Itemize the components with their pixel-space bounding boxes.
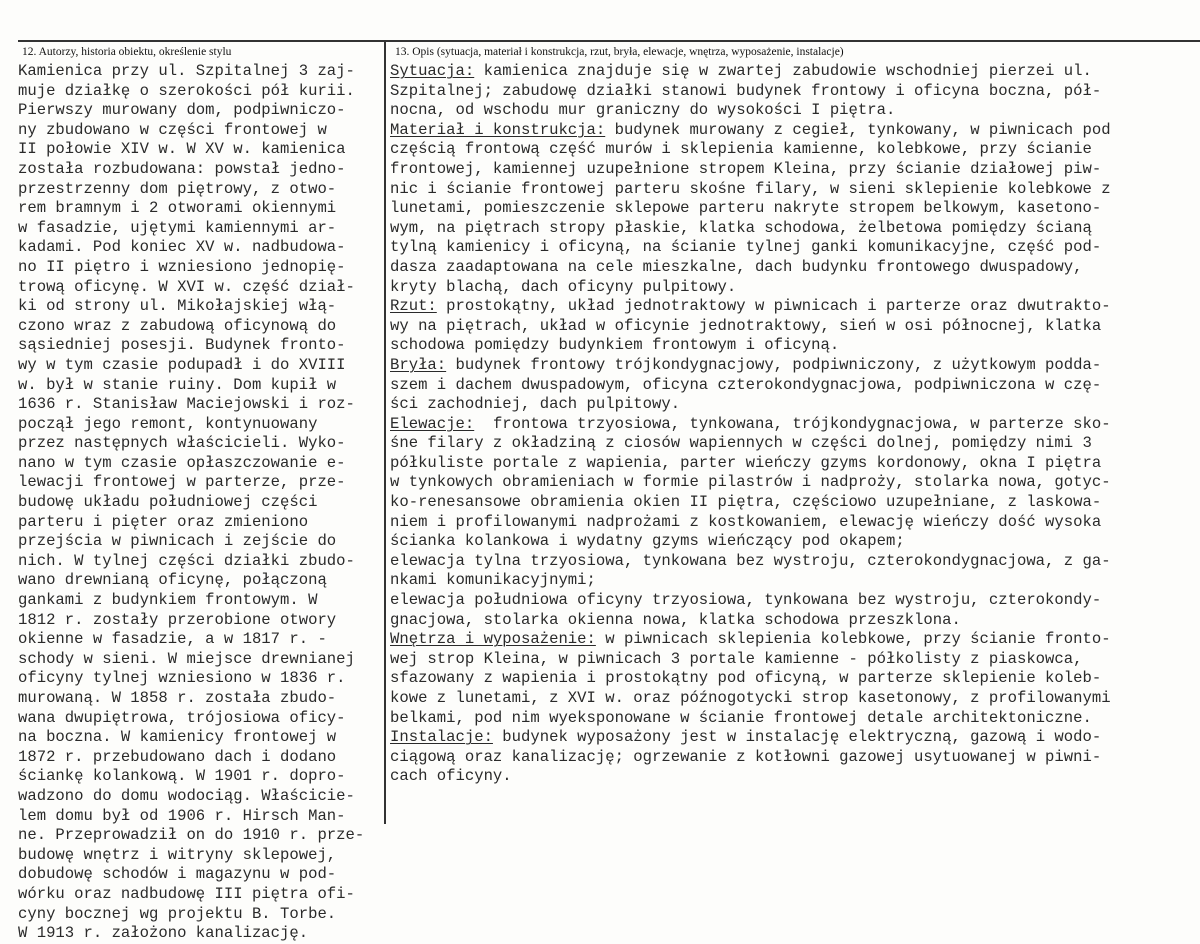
section-text: budynek wyposażony jest w instalację elektryczną, gazową i wodo- <box>492 728 1102 747</box>
text-line <box>390 532 1192 552</box>
text-line <box>390 434 1192 454</box>
text-line: wadzono do domu wodociąg. Właściciе- <box>18 786 355 805</box>
text-line <box>390 630 1192 650</box>
section-text: dasza zaadaptowana na cele mieszkalne, dach budynku frontowego dwuspadowy, <box>390 257 1083 276</box>
text-line <box>390 591 1192 611</box>
section-text: półkuliste portale z wapienia, parter wieńczy gzyms kordonowy, okna I piętra <box>390 453 1102 472</box>
text-line <box>390 62 1192 82</box>
section-text: ści zachodniej, dach pulpitowy. <box>390 395 681 414</box>
text-line: przez następnych właścicieli. Wyko- <box>18 434 346 453</box>
text-line <box>390 238 1192 258</box>
section-text: nocna, od wschodu mur graniczny do wysokości I piętra. <box>390 101 896 120</box>
section-heading: Sytuacja: <box>390 62 475 80</box>
text-line <box>390 767 1192 787</box>
text-line <box>390 415 1192 435</box>
section-text: sfazowany z wapienia i prostokątny pod oficyną, w parterze sklepienie koleb- <box>390 669 1102 688</box>
text-line <box>390 748 1192 768</box>
text-line: wy w tym czasie podupadł i do XVIII <box>18 355 346 374</box>
text-line: ny zbudowano w części frontowej w <box>18 120 327 139</box>
text-line <box>390 101 1192 121</box>
text-line <box>390 650 1192 670</box>
text-line: nich. W tylnej części działki zbudo- <box>18 551 355 570</box>
text-line <box>390 356 1192 376</box>
section-heading: Instalacje: <box>390 728 493 747</box>
text-line: w fasadzie, ujętymi kamiennymi ar- <box>18 218 337 237</box>
text-line <box>390 395 1192 415</box>
text-line: sąsiedniej posesji. Budynek fronto- <box>18 336 346 355</box>
section-text: ciągową oraz kanalizację; ogrzewanie z kotłowni gazowej usytuowanej w piwni- <box>390 747 1102 766</box>
text-line: nano w tym czasie opłaszczowanie e- <box>18 453 346 472</box>
text-line: lewacji frontowej w parterze, prze- <box>18 473 346 492</box>
text-line: wórku oraz nadbudowę III piętra ofi- <box>18 884 355 903</box>
text-line: trową oficynę. W XVI w. część dział- <box>18 277 355 296</box>
section-heading: Elewacje: <box>390 414 475 433</box>
text-line: cyny bocznej wg projektu B. Torbe. <box>18 904 337 923</box>
text-line: czono wraz z zabudową oficynową do <box>18 316 337 335</box>
text-line <box>390 336 1192 356</box>
text-line <box>390 552 1192 572</box>
section-heading: Bryła: <box>390 355 447 374</box>
text-line <box>390 669 1192 689</box>
text-line <box>390 180 1192 200</box>
text-line: Pierwszy murowany dom, podpiwniczo- <box>18 101 346 120</box>
section-text: Szpitalnej; zabudowę działki stanowi budynek frontowy i oficyna boczna, pół- <box>390 81 1102 100</box>
text-line <box>390 317 1192 337</box>
text-line <box>390 611 1192 631</box>
section-text: budynek frontowy trójkondygnacjowy, podpiwniczony, z użytkowym podda- <box>446 355 1102 374</box>
text-line: przestrzenny dom piętrowy, z otwo- <box>18 179 337 198</box>
text-line: parteru i pięter oraz zmieniono <box>18 512 309 531</box>
text-line <box>390 140 1192 160</box>
text-line <box>390 454 1192 474</box>
section-heading: Materiał i konstrukcja: <box>390 120 606 139</box>
section-text: nic i ścianie frontowej parteru skośne filary, w sieni sklepienie kolebkowe z <box>390 179 1111 198</box>
text-line: II połowie XIV w. W XV w. kamienica <box>18 140 346 159</box>
section-text: kryty blachą, dach oficyny pulpitowy. <box>390 277 737 296</box>
text-line <box>390 689 1192 709</box>
section-text: śne filary z okładziną z ciosów wapiennych w części dolnej, pomiędzy nimi 3 <box>390 434 1092 453</box>
section-text: elewacja południowa oficyny trzyosiowa, tynkowana bez wystroju, czterokondy- <box>390 591 1102 610</box>
text-line <box>390 728 1192 748</box>
text-line: wana dwupiętrowa, trójosiowa oficy- <box>18 708 346 727</box>
text-line <box>390 709 1192 729</box>
text-line <box>390 297 1192 317</box>
text-line: została rozbudowana: powstał jedno- <box>18 159 346 178</box>
text-line: okienne w fasadzie, a w 1817 r. - <box>18 630 327 649</box>
section-text: belkami, pod nim wyeksponowane w ścianie frontowej detale architektoniczne. <box>390 708 1092 727</box>
text-line: 1872 r. przebudowano dach i dodano <box>18 747 337 766</box>
section-text: elewacja tylna trzyosiowa, tynkowana bez wystroju, czterokondygnacjowa, z ga- <box>390 551 1111 570</box>
text-line: ne. Przeprowadził on do 1910 r. prze- <box>18 826 365 845</box>
text-line: ściankę kolankową. W 1901 r. dopro- <box>18 767 346 786</box>
text-line: dobudowę schodów i magazynu w pod- <box>18 865 337 884</box>
section-text: cach oficyny. <box>390 767 512 786</box>
text-line <box>390 160 1192 180</box>
text-line: W 1913 r. założono kanalizację. <box>18 924 309 943</box>
section-text: częścią frontową część murów i sklepienia kamienne, kolebkowe, przy ścianie <box>390 140 1092 159</box>
text-line <box>390 513 1192 533</box>
text-line: budowę układu południowej części <box>18 493 318 512</box>
text-line: rem bramnym i 2 otworami okiennymi <box>18 199 337 218</box>
text-line: na boczna. W kamienicy frontowej w <box>18 728 337 747</box>
section-text: lunetami, pomieszczenie sklepowe parteru nakryte stropem belkowym, kasetono- <box>390 199 1102 218</box>
section-text: prostokątny, układ jednotraktowy w piwnicach i parterze oraz dwutrakto- <box>436 297 1111 316</box>
text-line: budowę wnętrz i witryny sklepowej, <box>18 845 337 864</box>
text-line: począł jego remont, kontynuowany <box>18 414 318 433</box>
section-text: w piwnicach sklepienia kolebkowe, przy ścianie fronto- <box>595 630 1111 649</box>
section-text: w tynkowych obramieniach w formie pilastrów i nadproży, stolarka nowa, gotyc- <box>390 473 1111 492</box>
text-line: w. był w stanie ruiny. Dom kupił w <box>18 375 337 394</box>
section-text: ścianka kolankowa i wydatny gzyms wieńczący pod okapem; <box>390 532 905 551</box>
text-line: Kamienica przy ul. Szpitalnej 3 zaj- <box>18 62 355 80</box>
text-line: ki od strony ul. Mikołajskiej włą- <box>18 297 337 316</box>
section-text: ko-renesansowe obramienia okien II piętra, częściowo uzupełniane, z laskowa- <box>390 493 1102 512</box>
section-text: szem i dachem dwuspadowym, oficyna czterokondygnacjowa, podpiwniczona w czę- <box>390 375 1102 394</box>
section-text: wy na piętrach, układ w oficynie jednotraktowy, sień w osi północnej, klatka <box>390 316 1102 335</box>
text-line: murowaną. W 1858 r. została zbudo- <box>18 689 337 707</box>
text-line: gankami z budynkiem frontowym. W <box>18 591 318 610</box>
section-text: budynek murowany z cegieł, tynkowany, w piwnicach pod <box>605 120 1111 139</box>
section-text: niem i profilowanymi nadprożami z kostkowaniem, elewację wieńczy dość wysoka <box>390 512 1102 531</box>
section-text: frontowa trzyosiowa, tynkowana, trójkondygnacjowa, w parterze sko- <box>474 414 1111 433</box>
text-line: muje działkę o szerokości pół kurii. <box>18 81 355 100</box>
text-line: wano drewnianą oficynę, połączoną <box>18 571 327 590</box>
section-text: tylną kamienicy i oficyną, na ścianie tylnej ganki komunikacyjne, część pod- <box>390 238 1102 257</box>
text-line <box>390 493 1192 513</box>
section-text: gnacjowa, stolarka okienna nowa, klatka schodowa przeszklona. <box>390 610 961 629</box>
section-text: nkami komunikacyjnymi; <box>390 571 596 590</box>
column-divider <box>384 40 386 824</box>
description-text <box>390 62 1192 787</box>
section-heading: Wnętrza i wyposażenie: <box>390 630 596 649</box>
text-line: 1636 r. Stanisław Maciejowski i roz- <box>18 395 355 414</box>
text-line: lem domu był od 1906 r. Hirsch Man- <box>18 806 346 825</box>
text-line <box>390 473 1192 493</box>
top-rule <box>18 40 1200 42</box>
text-line: no II piętro i wzniesiono jednopię- <box>18 257 346 276</box>
section-text: frontowej, kamiennej uzupełnione stropem Kleina, przy ścianie działowej piw- <box>390 159 1102 178</box>
right-column-header: 13. Opis (sytuacja, materiał i konstrukcja, rzut, bryła, elewacje, wnętrza, wyposażenie, instalacje) <box>395 46 844 58</box>
text-line: oficyny tylnej wzniesiono w 1836 r. <box>18 669 346 688</box>
text-line: schody w sieni. W miejsce drewnianej <box>18 649 355 668</box>
text-line <box>390 219 1192 239</box>
text-line: przejścia w piwnicach i zejście do <box>18 532 337 551</box>
text-line <box>390 258 1192 278</box>
history-text <box>18 62 380 944</box>
section-text: wym, na piętrach stropy płaskie, klatka schodowa, żelbetowa pomiędzy ścianą <box>390 218 1092 237</box>
text-line: kadami. Pod koniec XV w. nadbudowa- <box>18 238 346 257</box>
text-line <box>390 376 1192 396</box>
text-line <box>390 82 1192 102</box>
section-text: wej strop Kleina, w piwnicach 3 portale kamienne - półkolisty z piaskowca, <box>390 649 1083 668</box>
text-line <box>390 199 1192 219</box>
text-line <box>390 278 1192 298</box>
section-text: kowe z lunetami, z XVI w. oraz późnogotycki strop kasetonowy, z profilowanymi <box>390 689 1111 707</box>
section-text: kamienica znajduje się w zwartej zabudowie wschodniej pierzei ul. <box>474 62 1092 80</box>
text-line: 1812 r. zostały przerobione otwory <box>18 610 337 629</box>
left-column-header: 12. Autorzy, historia obiektu, określenie stylu <box>22 46 232 58</box>
section-text: schodowa pomiędzy budynkiem frontowym i oficyną. <box>390 336 840 355</box>
text-line <box>390 571 1192 591</box>
text-line <box>390 121 1192 141</box>
section-heading: Rzut: <box>390 297 437 316</box>
